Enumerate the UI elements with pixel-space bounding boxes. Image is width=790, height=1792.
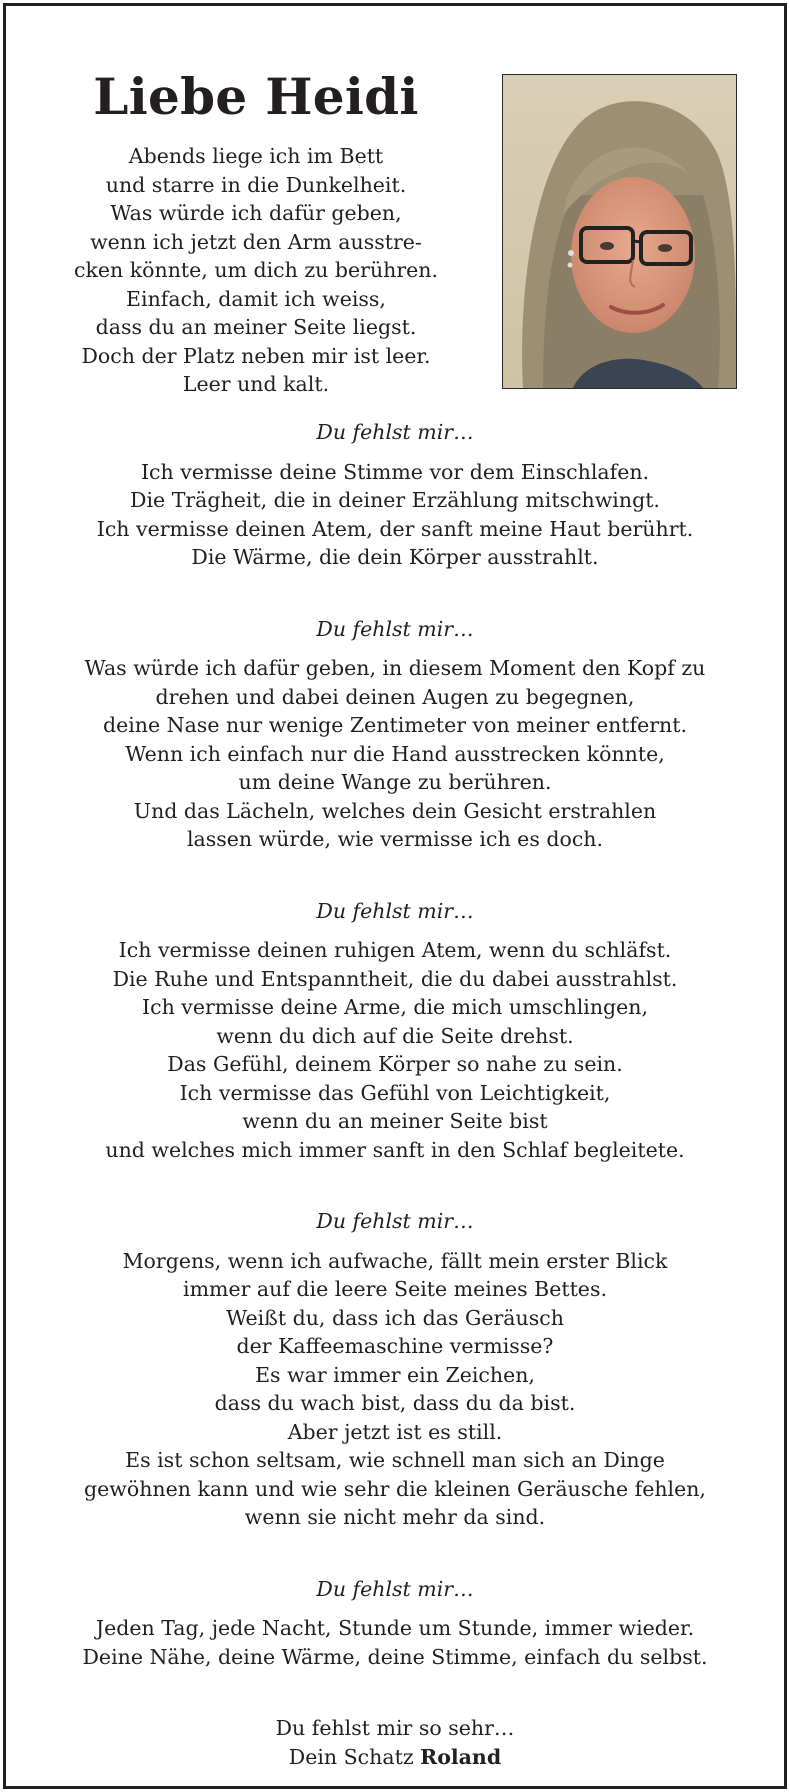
refrain-line: Du fehlst mir… xyxy=(316,1209,474,1233)
poem-line: drehen und dabei deinen Augen zu begegnen, xyxy=(155,684,635,709)
poem-line: Ich vermisse deine Stimme vor dem Einschlafen. xyxy=(140,459,650,484)
stanza xyxy=(26,418,764,572)
poem-line: wenn sie nicht mehr da sind. xyxy=(244,1505,546,1529)
poem-line: deine Nase nur wenige Zentimeter von meiner entfernt. xyxy=(102,713,688,737)
refrain-line: Du fehlst mir… xyxy=(316,420,474,444)
poem-line: lassen würde, wie vermisse ich es doch. xyxy=(186,827,604,851)
intro-line: Was würde ich dafür geben, xyxy=(110,201,402,225)
obituary-card xyxy=(3,3,787,1789)
refrain-line: Du fehlst mir… xyxy=(316,898,474,923)
stanza xyxy=(26,1207,764,1532)
poem-line: Weißt du, dass ich das Geräusch xyxy=(226,1305,564,1330)
poem-line: Es war immer ein Zeichen, xyxy=(255,1362,535,1387)
poem-line: Was würde ich dafür geben, in diesem Moment den Kopf zu xyxy=(84,656,706,680)
poem-line: Die Wärme, die dein Körper ausstrahlt. xyxy=(191,545,599,569)
poem-line: Aber jetzt ist es still. xyxy=(287,1419,503,1444)
intro-block xyxy=(56,66,456,399)
intro-line: Einfach, damit ich weiss, xyxy=(126,286,386,311)
refrain-line: Du fehlst mir… xyxy=(316,616,474,641)
poem-line: Ich vermisse deine Arme, die mich umschlingen, xyxy=(141,995,649,1019)
signature-prefix: Dein Schatz xyxy=(288,1744,421,1769)
poem-line: wenn du an meiner Seite bist xyxy=(242,1109,548,1133)
intro-line: wenn ich jetzt den Arm ausstre- xyxy=(90,229,422,254)
intro-line: dass du an meiner Seite liegst. xyxy=(95,315,417,339)
poem-line: der Kaffeemaschine vermisse? xyxy=(236,1334,554,1358)
portrait-photo xyxy=(502,74,737,389)
poem-line: Morgens, wenn ich aufwache, fällt mein erster Blick xyxy=(122,1248,668,1273)
poem-line: immer auf die leere Seite meines Bettes. xyxy=(183,1277,607,1301)
poem-line: dass du wach bist, dass du da bist. xyxy=(214,1391,576,1415)
page-title: Liebe Heidi xyxy=(93,67,419,126)
poem-line: Es ist schon seltsam, wie schnell man sich an Dinge xyxy=(125,1448,665,1472)
poem-line: Ich vermisse das Gefühl von Leichtigkeit, xyxy=(179,1080,611,1105)
refrain-line: Du fehlst mir… xyxy=(316,1576,474,1601)
intro-line: Doch der Platz neben mir ist leer. xyxy=(81,343,431,368)
poem-line: Die Ruhe und Entspanntheit, die du dabei ausstrahlst. xyxy=(112,966,678,991)
intro-line: und starre in die Dunkelheit. xyxy=(105,172,407,197)
poem-line: Deine Nähe, deine Wärme, deine Stimme, einfach du selbst. xyxy=(82,1644,708,1669)
poem-line: gewöhnen kann und wie sehr die kleinen Geräusche fehlen, xyxy=(84,1476,706,1501)
stanza xyxy=(26,897,764,1165)
intro-line: Leer und kalt. xyxy=(182,372,330,396)
poem-line: Ich vermisse deinen ruhigen Atem, wenn du schläfst. xyxy=(118,938,672,962)
poem-line: Die Trägheit, die in deiner Erzählung mitschwingt. xyxy=(130,488,660,512)
poem-line: und welches mich immer sanft in den Schlaf begleitete. xyxy=(105,1137,685,1162)
stanza xyxy=(26,615,764,854)
signature-name: Roland xyxy=(420,1744,502,1769)
poem-line: um deine Wange zu berühren. xyxy=(238,770,552,794)
poem-line: Wenn ich einfach nur die Hand ausstrecken könnte, xyxy=(125,741,665,766)
poem-line: Jeden Tag, jede Nacht, Stunde um Stunde, immer wieder. xyxy=(95,1616,695,1640)
poem-line: Und das Lächeln, welches dein Gesicht erstrahlen xyxy=(133,798,657,823)
poem-line: wenn du dich auf die Seite drehst. xyxy=(216,1023,574,1048)
poem-body xyxy=(26,418,764,1771)
poem-line: Das Gefühl, deinem Körper so nahe zu sein. xyxy=(167,1052,623,1076)
portrait-illustration xyxy=(503,75,736,388)
signature xyxy=(26,1743,764,1772)
closing-line: Du fehlst mir so sehr… xyxy=(275,1716,515,1740)
closing-block xyxy=(26,1714,764,1771)
stanza xyxy=(26,1575,764,1672)
intro-line: cken könnte, um dich zu berühren. xyxy=(74,258,438,282)
intro-line: Abends liege ich im Bett xyxy=(128,144,384,168)
poem-line: Ich vermisse deinen Atem, der sanft meine Haut berührt. xyxy=(96,516,694,541)
